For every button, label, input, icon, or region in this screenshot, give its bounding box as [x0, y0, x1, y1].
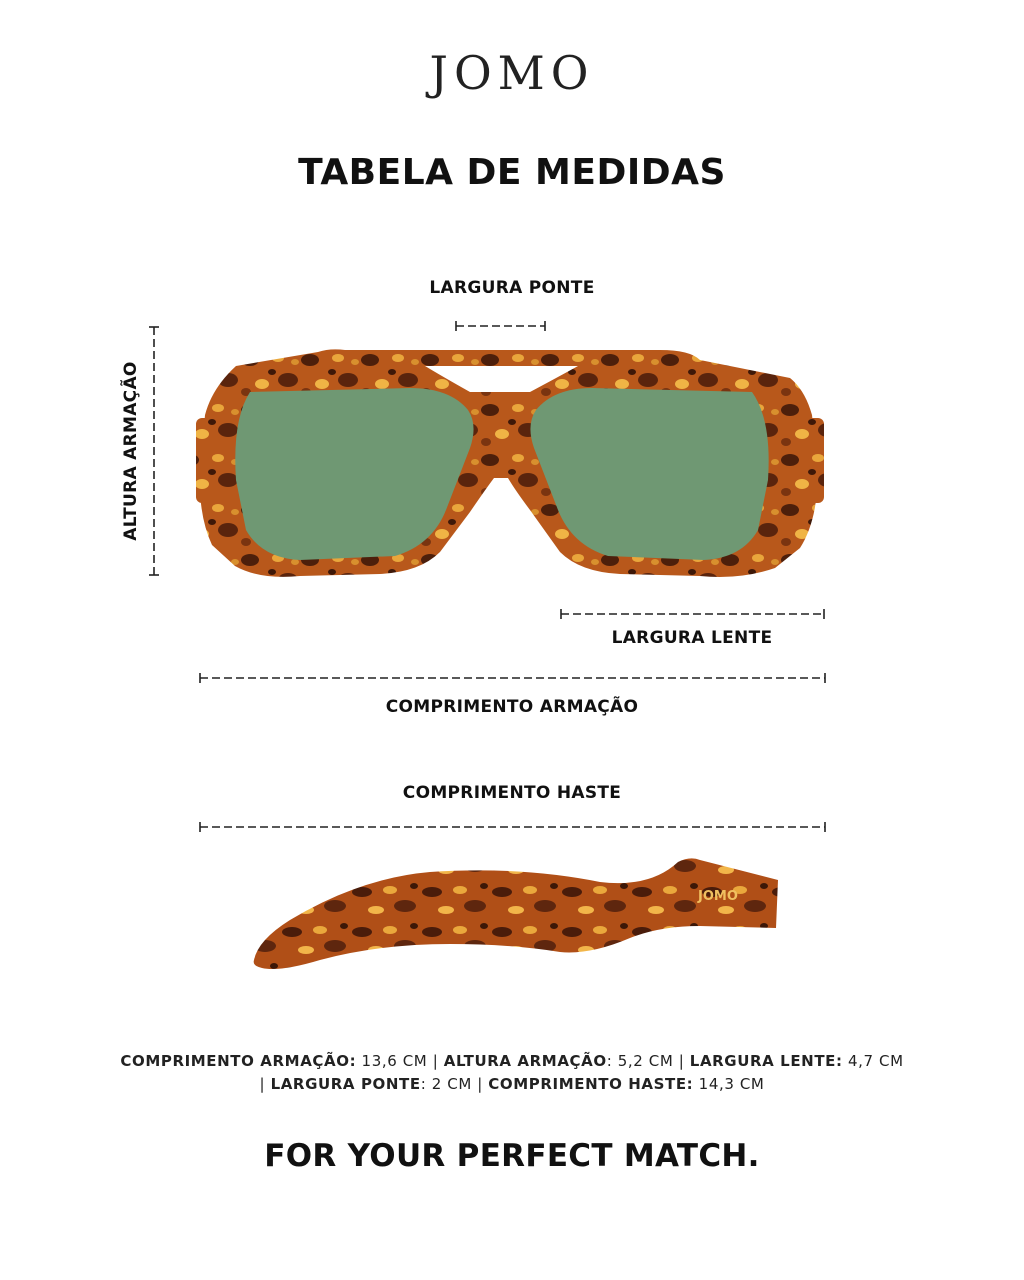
- lens-width-dimension: [561, 609, 824, 619]
- spec-altura-armacao-value: : 5,2 CM: [606, 1052, 674, 1070]
- label-comprimento-armacao: COMPRIMENTO ARMAÇÃO: [385, 697, 639, 717]
- label-comprimento-haste: COMPRIMENTO HASTE: [402, 783, 622, 803]
- spec-comprimento-armacao-value: 13,6 CM: [361, 1052, 428, 1070]
- label-largura-lente: LARGURA LENTE: [611, 628, 773, 648]
- frame-height-dimension: [149, 327, 159, 575]
- spec-comprimento-haste-label: COMPRIMENTO HASTE:: [488, 1075, 694, 1093]
- specs-line-2: [0, 1073, 1024, 1096]
- frame-length-dimension: [200, 673, 825, 683]
- glasses-front-image: [196, 349, 824, 577]
- temple-logo-text: JOMO: [698, 889, 738, 904]
- tagline: FOR YOUR PERFECT MATCH.: [264, 1138, 760, 1174]
- spec-comprimento-armacao-label: COMPRIMENTO ARMAÇÃO:: [120, 1052, 357, 1070]
- brand-logo: JOMO: [429, 46, 595, 100]
- specs-line-1: [0, 1050, 1024, 1073]
- spec-separator: |: [259, 1075, 266, 1093]
- label-largura-ponte: LARGURA PONTE: [429, 278, 595, 298]
- bridge-width-dimension: [456, 321, 545, 331]
- spec-comprimento-haste-value: 14,3 CM: [698, 1075, 765, 1093]
- label-altura-armacao: ALTURA ARMAÇÃO: [121, 361, 141, 541]
- spec-separator: |: [477, 1075, 483, 1093]
- spec-largura-ponte-label: LARGURA PONTE: [270, 1075, 421, 1093]
- spec-largura-lente-label: LARGURA LENTE:: [689, 1052, 843, 1070]
- spec-separator: |: [678, 1052, 685, 1070]
- spec-largura-lente-value: 4,7 CM: [847, 1052, 904, 1070]
- specs-summary: [0, 1050, 1024, 1096]
- spec-separator: |: [432, 1052, 439, 1070]
- temple-arm-image: [254, 858, 778, 969]
- spec-altura-armacao-label: ALTURA ARMAÇÃO: [443, 1052, 607, 1070]
- spec-largura-ponte-value: : 2 CM: [420, 1075, 472, 1093]
- temple-length-dimension: [200, 822, 825, 832]
- page-title: TABELA DE MEDIDAS: [298, 152, 726, 193]
